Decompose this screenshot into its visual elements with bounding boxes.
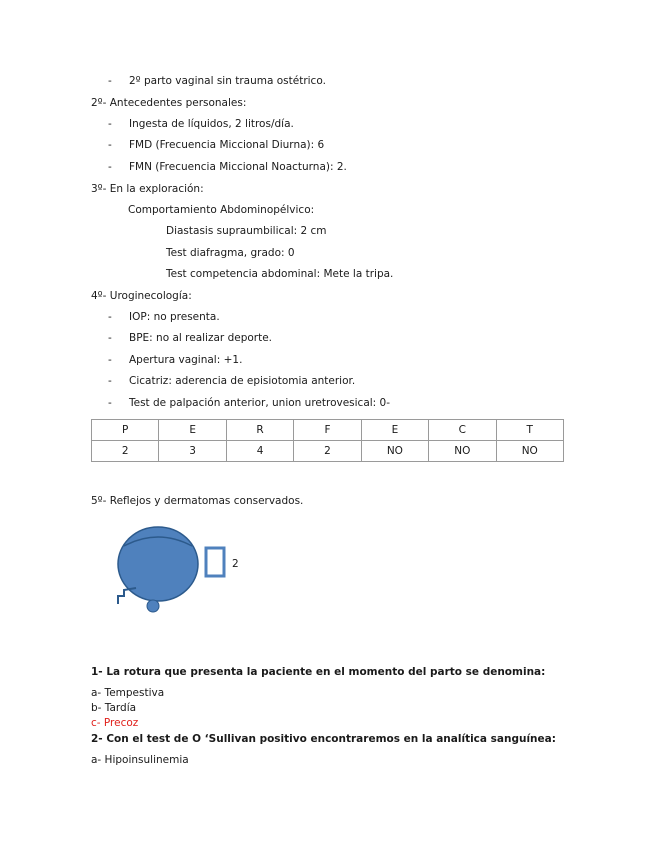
table-cell: NO — [361, 441, 428, 462]
table-cell: 2 — [92, 441, 159, 462]
list-item: Apertura vaginal: +1. — [129, 354, 243, 366]
list-dash: - — [108, 118, 112, 130]
list-dash: - — [108, 161, 112, 173]
exam-item: Test diafragma, grado: 0 — [166, 247, 295, 259]
bladder-figure — [112, 526, 262, 616]
list-item: IOP: no presenta. — [129, 311, 220, 323]
exam-item: Test competencia abdominal: Mete la tripa. — [166, 268, 394, 280]
list-dash: - — [108, 397, 112, 409]
list-item: Cicatriz: aderencia de episiotomia anterior. — [129, 375, 356, 387]
table-cell: 2 — [294, 441, 361, 462]
list-item: Test de palpación anterior, union uretrovesical: 0- — [129, 397, 391, 409]
table-row — [92, 441, 564, 462]
table-cell: NO — [496, 441, 563, 462]
table-cell: 3 — [159, 441, 226, 462]
list-dash: - — [108, 332, 112, 344]
list-dash: - — [108, 311, 112, 323]
table-cell: NO — [429, 441, 496, 462]
answer-option: a- Tempestiva — [91, 687, 165, 699]
figure-label: 2 — [232, 558, 239, 570]
table-header-cell: E — [361, 420, 428, 441]
table-header-cell: P — [92, 420, 159, 441]
table-header-cell: E — [159, 420, 226, 441]
list-dash: - — [108, 375, 112, 387]
section-heading: 5º- Reflejos y dermatomas conservados. — [91, 495, 304, 507]
list-dash: - — [108, 75, 112, 87]
list-item: FMN (Frecuencia Miccional Noacturna): 2. — [129, 161, 347, 173]
answer-option: b- Tardía — [91, 702, 137, 714]
perfect-table — [91, 419, 564, 462]
square-icon — [206, 548, 224, 576]
section-heading: 4º- Uroginecología: — [91, 290, 192, 302]
table-header-cell: T — [496, 420, 563, 441]
section-heading: 3º- En la exploración: — [91, 183, 204, 195]
subheading: Comportamiento Abdominopélvico: — [128, 204, 315, 216]
question-1: 1- La rotura que presenta la paciente en el momento del parto se denomina: — [91, 666, 546, 678]
list-dash: - — [108, 139, 112, 151]
list-item: BPE: no al realizar deporte. — [129, 332, 273, 344]
answer-option-correct: c- Precoz — [91, 717, 139, 729]
table-header-cell: R — [226, 420, 293, 441]
answer-option: a- Hipoinsulinemia — [91, 754, 189, 766]
question-2: 2- Con el test de O ‘Sullivan positivo encontraremos en la analítica sanguínea: — [91, 733, 556, 745]
table-header-row — [92, 420, 564, 441]
list-item: FMD (Frecuencia Miccional Diurna): 6 — [129, 139, 325, 151]
section-heading: 2º- Antecedentes personales: — [91, 97, 247, 109]
list-dash: - — [108, 354, 112, 366]
bladder-icon — [118, 527, 198, 612]
exam-item: Diastasis supraumbilical: 2 cm — [166, 225, 327, 237]
table-cell: 4 — [226, 441, 293, 462]
table-header-cell: C — [429, 420, 496, 441]
list-item: Ingesta de líquidos, 2 litros/día. — [129, 118, 294, 130]
list-item: 2º parto vaginal sin trauma ostétrico. — [129, 75, 326, 87]
table-header-cell: F — [294, 420, 361, 441]
